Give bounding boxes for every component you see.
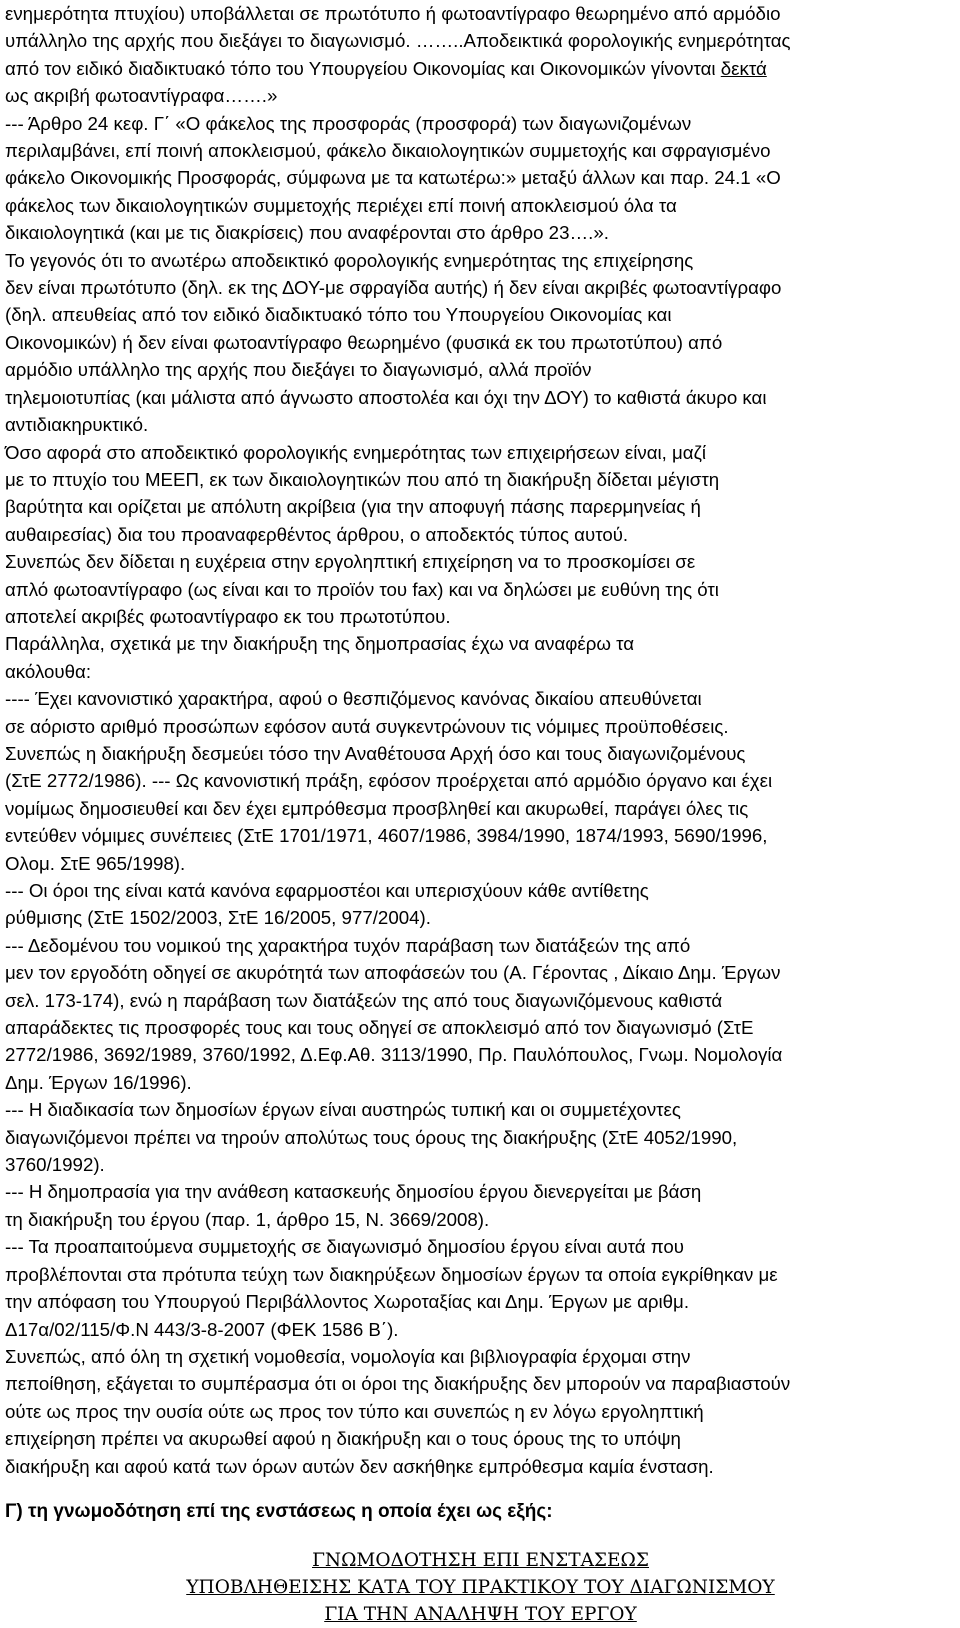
title-block: [5, 1547, 956, 1628]
paragraph-1: ενημερότητα πτυχίου) υποβάλλεται σε πρωτότυπο ή φωτοαντίγραφο θεωρημένο από αρμόδιο υπάλληλο της αρχής που διεξάγει το διαγωνισμό. ……..Αποδεικτικά φορολογικής ενημερότητας από τον ειδικό διαδικτυακό τόπο του Υπουργείου Οικονομίας και Οικονομικών γίνονται δεκτά ως ακριβή φωτοαντίγραφα…….»: [5, 3, 791, 107]
title-line-3: ΓΙΑ ΤΗΝ ΑΝΑΛΗΨΗ ΤΟΥ ΕΡΓΟΥ: [324, 1604, 637, 1626]
section-heading: Γ) τη γνωμοδότηση επί της ενστάσεως η οποία έχει ως εξής:: [5, 1500, 553, 1522]
title-line-1: ΓΝΩΜΟΔΟΤΗΣΗ ΕΠΙ ΕΝΣΤΑΣΕΩΣ: [312, 1550, 649, 1572]
paragraph-2: --- Άρθρο 24 κεφ. Γ΄ «Ο φάκελος της προσφοράς (προσφορά) των διαγωνιζομένων περιλαμβάνει, επί ποινή αποκλεισμού, φάκελο δικαιολογητικών συμμετοχής και σφραγισμένο φάκελο Οικονομικής Προσφοράς, σύμφωνα με τα κατωτέρω:» μεταξύ άλλων και παρ. 24.1 «Ο φάκελος των δικαιολογητικών συμμετοχής περιέχει επί ποινή αποκλεισμού όλα τα δικαιολογητικά (και με τις διακρίσεις) που αναφέρονται στο άρθρο 23….».: [5, 112, 781, 244]
paragraph-11: --- Η δημοπρασία για την ανάθεση κατασκευής δημοσίου έργου διενεργείται με βάση τη διακήρυξη του έργου (παρ. 1, άρθρο 15, Ν. 3669/2008).: [5, 1181, 702, 1230]
paragraph-7: ---- Έχει κανονιστικό χαρακτήρα, αφού ο θεσπιζόμενος κανόνας δικαίου απευθύνεται σε αόριστο αριθμό προσώπων εφόσον αυτά συγκεντρώνουν τις νόμιμες προϋποθέσεις. Συνεπώς η διακήρυξη δεσμεύει τόσο την Αναθέτουσα Αρχή όσο και τους διαγωνιζομένους (ΣτΕ 2772/1986). --- Ως κανονιστική πράξη, εφόσον προέρχεται από αρμόδιο όργανο και έχει νομίμως δημοσιευθεί και δεν έχει εμπρόθεσμα προσβληθεί και ακυρωθεί, παράγει όλες τις εντεύθεν νόμιμες συνέπειες (ΣτΕ 1701/1971, 4607/1986, 3984/1990, 1874/1993, 5690/1996, Ολομ. ΣτΕ 965/1998).: [5, 688, 773, 874]
paragraph-5: Συνεπώς δεν δίδεται η ευχέρεια στην εργοληπτική επιχείρηση να το προσκομίσει σε απλό φωτοαντίγραφο (ως είναι και το προϊόν του fax) και να δηλώσει με ευθύνη της ότι αποτελεί ακριβές φωτοαντίγραφο εκ του πρωτοτύπου.: [5, 551, 719, 627]
paragraph-3: Το γεγονός ότι το ανωτέρω αποδεικτικό φορολογικής ενημερότητας της επιχείρησης δεν είναι πρωτότυπο (δηλ. εκ της ΔΟΥ-με σφραγίδα αυτής) ή δεν είναι ακριβές φωτοαντίγραφο (δηλ. απευθείας από τον ειδικό διαδικτυακό τόπο του Υπουργείου Οικονομίας και Οικονομικών) ή δεν είναι φωτοαντίγραφο θεωρημένο (φυσικά εκ του πρωτοτύπου) από αρμόδιο υπάλληλο της αρχής που διεξάγει το διαγωνισμό, αλλά προϊόν τηλεμοιοτυπίας (και μάλιστα από άγνωστο αποστολέα και όχι την ΔΟΥ) το καθιστά άκυρο και αντιδιακηρυκτικό.: [5, 249, 782, 436]
title-line-2: ΥΠΟΒΛΗΘΕΙΣΗΣ ΚΑΤΑ ΤΟΥ ΠΡΑΚΤΙΚΟΥ ΤΟΥ ΔΙΑΓΩΝΙΣΜΟΥ: [186, 1577, 775, 1599]
paragraph-6: Παράλληλα, σχετικά με την διακήρυξη της δημοπρασίας έχω να αναφέρω τα ακόλουθα:: [5, 633, 635, 682]
paragraph-4: Όσο αφορά στο αποδεικτικό φορολογικής ενημερότητας των επιχειρήσεων είναι, μαζί με το πτυχίο του ΜΕΕΠ, εκ των δικαιολογητικών που από τη διακήρυξη δίδεται μέγιστη βαρύτητα και ορίζεται με απόλυτη ακρίβεια (για την αποφυγή πάσης παρερμηνείας ή αυθαιρεσίας) δια του προαναφερθέντος άρθρου, ο αποδεκτός τύπος αυτού.: [5, 441, 720, 545]
paragraph-13: Συνεπώς, από όλη τη σχετική νομοθεσία, νομολογία και βιβλιογραφία έρχομαι στην πεποίθηση, εξάγεται το συμπέρασμα ότι οι όροι της διακήρυξης δεν μπορούν να παραβιαστούν ούτε ως προς την ουσία ούτε ως προς τον τύπο και συνεπώς η εν λόγω εργοληπτική επιχείρηση πρέπει να ακυρωθεί αφού η διακήρυξη και ο τους όρους της το υπόψη διακήρυξη και αφού κατά των όρων αυτών δεν ασκήθηκε εμπρόθεσμα καμία ένσταση.: [5, 1345, 791, 1477]
paragraph-8: --- Οι όροι της είναι κατά κανόνα εφαρμοστέοι και υπερισχύουν κάθε αντίθετης ρύθμισης (ΣτΕ 1502/2003, ΣτΕ 16/2005, 977/2004).: [5, 880, 649, 929]
paragraph-9: --- Δεδομένου του νομικού της χαρακτήρα τυχόν παράβαση των διατάξεών της από μεν τον εργοδότη οδηγεί σε ακυρότητά των αποφάσεών του (Α. Γέροντας , Δίκαιο Δημ. Έργων σελ. 173-174), ενώ η παράβαση των διατάξεών της από τους διαγωνιζόμενους καθιστά απαράδεκτες τις προσφορές τους και τους οδηγεί σε αποκλεισμό από τον διαγωνισμό (ΣτΕ 2772/1986, 3692/1989, 3760/1992, Δ.Εφ.Αθ. 3113/1990, Πρ. Παυλόπουλος, Γνωμ. Νομολογία Δημ. Έργων 16/1996).: [5, 934, 783, 1093]
paragraph-12: --- Τα προαπαιτούμενα συμμετοχής σε διαγωνισμό δημοσίου έργου είναι αυτά που προβλέπονται στα πρότυπα τεύχη των διακηρύξεων δημοσίων έργων τα οποία εγκρίθηκαν με την απόφαση του Υπουργού Περιβάλλοντος Χωροταξίας και Δημ. Έργων με αριθμ. Δ17α/02/115/Φ.Ν 443/3-8-2007 (ΦΕΚ 1586 Β΄).: [5, 1236, 778, 1340]
underlined-phrase: δεκτά: [720, 57, 767, 79]
paragraph-10: --- Η διαδικασία των δημοσίων έργων είναι αυστηρώς τυπική και οι συμμετέχοντες διαγωνιζόμενοι πρέπει να τηρούν απολύτως τους όρους της διακήρυξης (ΣτΕ 4052/1990, 3760/1992).: [5, 1099, 738, 1176]
